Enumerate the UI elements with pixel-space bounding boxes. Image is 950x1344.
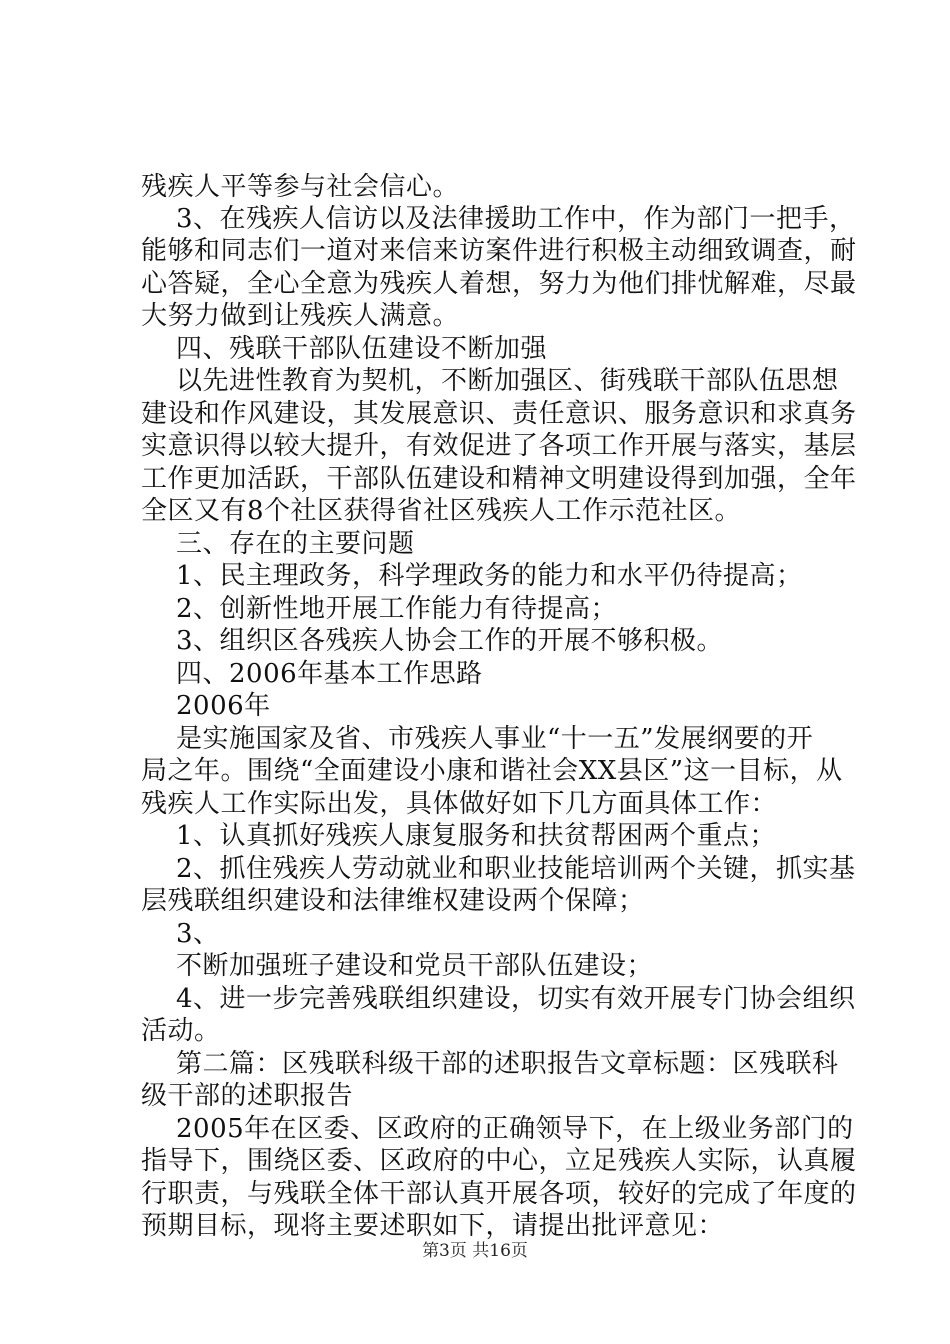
text-line: 指导下，围绕区委、区政府的中心，立足残疾人实际，认真履: [141, 1146, 857, 1176]
text-line: 3、在残疾人信访以及法律援助工作中，作为部门一把手，: [176, 204, 856, 234]
text-line: 活动。: [141, 1016, 221, 1046]
text-line: 能够和同志们一道对来信来访案件进行积极主动细致调查，耐: [141, 236, 857, 266]
text-line: 残疾人工作实际出发，具体做好如下几方面具体工作：: [141, 789, 778, 819]
list-item: 2、抓住残疾人劳动就业和职业技能培训两个关键，抓实基: [176, 854, 856, 884]
text-line: 残疾人平等参与社会信心。: [141, 172, 460, 202]
section-heading: 第二篇：区残联科级干部的述职报告文章标题：区残联科: [176, 1049, 839, 1079]
text-line: 以先进性教育为契机，不断加强区、街残联干部队伍思想: [176, 366, 839, 396]
list-item: 3、组织区各残疾人协会工作的开展不够积极。: [176, 626, 724, 656]
text-line: 工作更加活跃，干部队伍建设和精神文明建设得到加强，全年: [141, 464, 857, 494]
text-line: 全区又有8个社区获得省社区残疾人工作示范社区。: [141, 496, 742, 526]
text-line: 实意识得以较大提升，有效促进了各项工作开展与落实，基层: [141, 431, 857, 461]
text-line: 建设和作风建设，其发展意识、责任意识、服务意识和求真务: [141, 399, 857, 429]
text-line: 不断加强班子建设和党员干部队伍建设；: [176, 951, 654, 981]
list-item: 4、进一步完善残联组织建设，切实有效开展专门协会组织: [176, 984, 856, 1014]
text-line: 大努力做到让残疾人满意。: [141, 301, 460, 331]
text-line: 行职责，与残联全体干部认真开展各项，较好的完成了年度的: [141, 1179, 857, 1209]
list-item: 1、民主理政务，科学理政务的能力和水平仍待提高；: [176, 561, 803, 591]
section-heading: 四、2006年基本工作思路: [176, 659, 483, 689]
page-footer: 第3页 共16页: [422, 1241, 528, 1261]
text-line: 局之年。围绕“全面建设小康和谐社会XX县区”这一目标，从: [141, 756, 843, 786]
text-line: 心答疑，全心全意为残疾人着想，努力为他们排忧解难，尽最: [141, 269, 857, 299]
section-heading: 三、存在的主要问题: [176, 529, 415, 559]
text-line: 级干部的述职报告: [141, 1081, 354, 1111]
text-line: 2005年在区委、区政府的正确领导下，在上级业务部门的: [176, 1114, 854, 1144]
list-item: 2、创新性地开展工作能力有待提高；: [176, 594, 618, 624]
list-item: 1、认真抓好残疾人康复服务和扶贫帮困两个重点；: [176, 821, 777, 851]
list-item: 3、: [176, 919, 220, 949]
text-line: 是实施国家及省、市残疾人事业“十一五”发展纲要的开: [176, 724, 814, 754]
text-line: 2006年: [176, 691, 271, 721]
text-line: 预期目标，现将主要述职如下，请提出批评意见：: [141, 1211, 725, 1241]
section-heading: 四、残联干部队伍建设不断加强: [176, 334, 548, 364]
text-line: 层残联组织建设和法律维权建设两个保障；: [141, 886, 645, 916]
